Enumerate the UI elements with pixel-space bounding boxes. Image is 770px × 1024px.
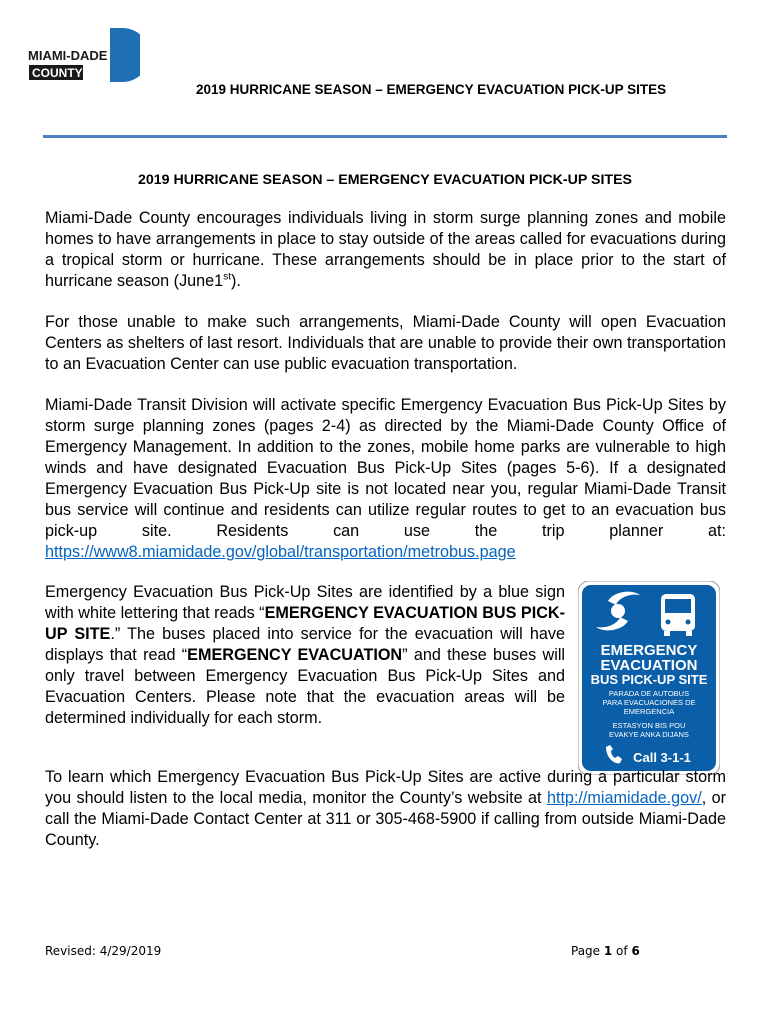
sign-line3: BUS PICK-UP SITE [590,672,708,687]
evacuation-bus-sign [578,581,720,775]
header-title: 2019 HURRICANE SEASON – EMERGENCY EVACUATION PICK-UP SITES [196,82,667,97]
miamidade-website-link[interactable]: http://miamidade.gov/ [546,789,702,807]
shelter-paragraph: For those unable to make such arrangements, Miami-Dade County will open Evacuation Centers as shelters of last resort. Individuals that are unable to provide their own transportation to an Evacuation Center can use public evacuation transportation. [45,313,726,373]
logo-line1: MIAMI-DADE [28,48,108,63]
footer-revised-date: Revised: 4/29/2019 [45,944,162,958]
sign-call-number: Call 3-1-1 [633,750,691,765]
footer-page-number: Page 1 of 6 [571,944,640,958]
intro-paragraph: Miami-Dade County encourages individuals living in storm surge planning zones and mobile homes to have arrangements in place to stay outside of the areas called for evacuations during a tropical storm or hurricane. These arrangements should be in place prior to the start of hurricane season (June1st). [45,209,726,290]
sign-spanish-1: PARADA DE AUTOBUS [608,689,690,698]
header-divider [43,135,727,138]
metrobus-trip-planner-link[interactable]: https://www8.miamidade.gov/global/transportation/metrobus.page [45,543,516,561]
sign-spanish-2: PARA EVACUACIONES DE [602,698,696,707]
contact-paragraph: To learn which Emergency Evacuation Bus Pick-Up Sites are active during a particular storm you should listen to the local media, monitor the County’s website at http://miamidade.gov/, or call the Miami-Dade Contact Center at 311 or 305-468-5900 if calling from outside Miami-Dade County. [45,768,727,849]
sign-line2: EVACUATION [600,657,698,674]
bus-icon [661,594,695,636]
logo-line2: COUNTY [32,66,83,80]
sign-creole-2: EVAKYE ANKA DIJANS [609,730,689,739]
sign-spanish-3: EMERGENCIA [623,707,675,716]
sign-description-paragraph: Emergency Evacuation Bus Pick-Up Sites are identified by a blue sign with white lettering that reads “EMERGENCY EVACUATION BUS PICK-UP SITE.” The buses placed into service for the evacuation will have displays that read “EMERGENCY EVACUATION” and these buses will only travel between Emergency Evacuation Bus Pick-Up Sites and Evacuation Centers. Please note that the evacuation areas will be determined individually for each storm. [45,583,566,727]
sign-line1: EMERGENCY [600,642,698,659]
document-title: 2019 HURRICANE SEASON – EMERGENCY EVACUATION PICK-UP SITES [137,172,633,188]
miami-dade-county-logo [28,28,140,82]
transit-paragraph: Miami-Dade Transit Division will activate specific Emergency Evacuation Bus Pick-Up Sites by storm surge planning zones (pages 2-4) as directed by the Miami-Dade County Office of Emergency Management. In addition to the zones, mobile home parks are vulnerable to high winds and have designated Evacuation Bus Pick-Up Sites (pages 5-6). If a designated Emergency Evacuation Bus Pick-Up site is not located near you, regular Miami-Dade Transit bus service will continue and residents can utilize regular routes to get to an evacuation bus pick-up site. Residents can use the trip planner at: https://www8.miamidade.gov/global/transportation/metrobus.page [45,396,726,561]
sign-creole-1: ESTASYON BIS POU [612,721,686,730]
